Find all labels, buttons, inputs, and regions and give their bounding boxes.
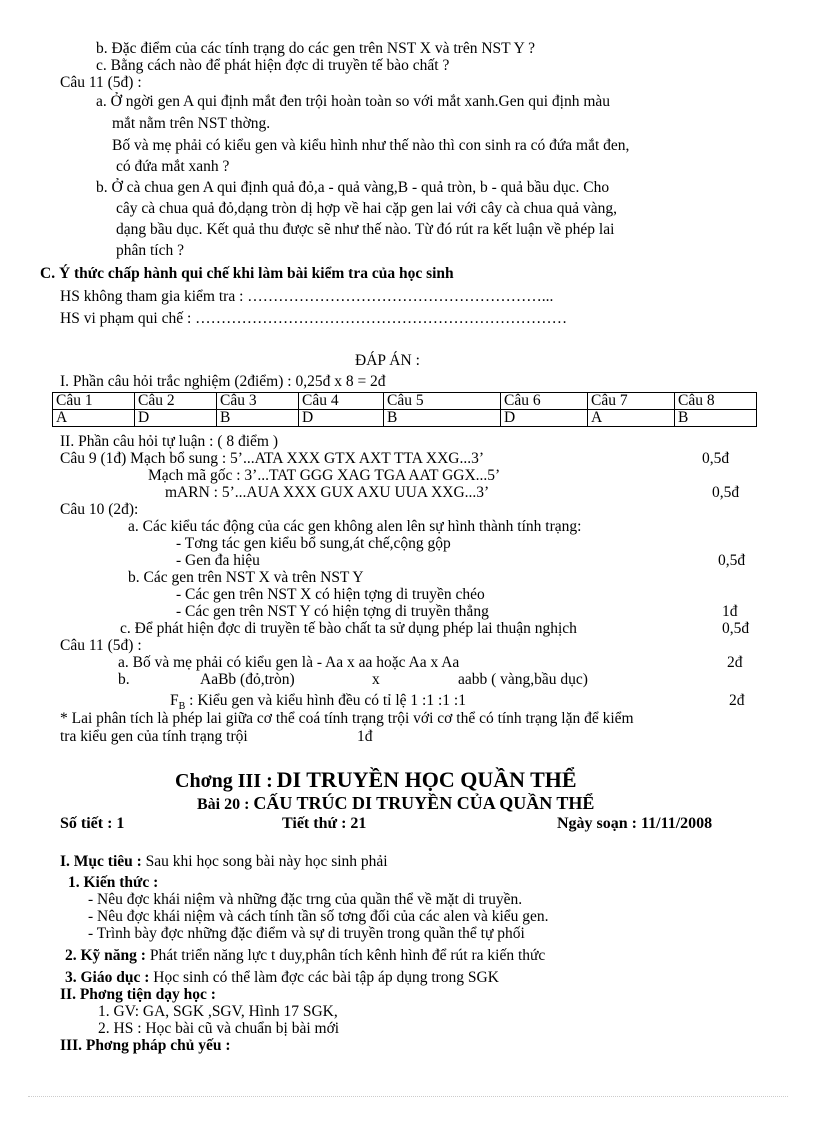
q9-template-strand: Mạch mã gốc : 3’...TAT GGG XAG TGA AAT GGX...5’ xyxy=(148,467,501,484)
table-header-cell: Câu 1 xyxy=(53,393,135,410)
objectives-line xyxy=(60,853,388,870)
table-cell: A xyxy=(588,410,675,427)
table-cell: D xyxy=(299,410,384,427)
note-line-2: tra kiểu gen của tính trạng trội xyxy=(60,728,248,745)
q11-cross-symbol: x xyxy=(372,671,380,688)
q10-answer-b: b. Các gen trên NST X và trên NST Y xyxy=(128,569,364,586)
q10-score-b: 1đ xyxy=(722,603,738,620)
materials-teacher: 1. GV: GA, SGK ,SGV, Hình 17 SGK, xyxy=(98,1003,338,1020)
q11-a-line4: có đứa mắt xanh ? xyxy=(116,158,230,175)
q10-score-a: 0,5đ xyxy=(718,552,746,569)
q10-answer-b1: - Các gen trên NST X có hiện tợng di truyền chéo xyxy=(176,586,485,603)
q11-b-line4: phân tích ? xyxy=(116,242,185,259)
lesson-title: CẤU TRÚC DI TRUYỀN CỦA QUẦN THỂ xyxy=(253,793,595,813)
table-header-cell: Câu 7 xyxy=(588,393,675,410)
skills-text: Phát triển năng lực t duy,phân tích kênh hình để rút ra kiến thức xyxy=(145,947,546,964)
q11-score-a: 2đ xyxy=(727,654,743,671)
table-header-cell: Câu 6 xyxy=(501,393,588,410)
fb-label: F xyxy=(170,692,179,709)
table-header-cell: Câu 5 xyxy=(384,393,501,410)
page-bottom-divider xyxy=(28,1096,788,1097)
knowledge-item-2: - Nêu đợc khái niệm và cách tính tần số tơng đối của các alen và kiểu gen. xyxy=(88,908,549,925)
skills-line xyxy=(65,947,545,964)
q11-title: Câu 11 (5đ) : xyxy=(60,74,142,91)
q11-score-b: 2đ xyxy=(729,692,745,709)
q10-answer-a2: - Gen đa hiệu xyxy=(176,552,260,569)
period-number: Tiết thứ : 21 xyxy=(282,815,367,832)
q11-answer-title: Câu 11 (5đ) : xyxy=(60,637,142,654)
note-line-1: * Lai phân tích là phép lai giữa cơ thể coá tính trạng trội với cơ thể có tính trạng lặn để kiểm xyxy=(60,710,634,727)
period-count: Số tiết : 1 xyxy=(60,815,125,832)
part1-heading: I. Phần câu hỏi trắc nghiệm (2điểm) : 0,25đ x 8 = 2đ xyxy=(60,373,386,390)
answer-key-title: ĐÁP ÁN : xyxy=(355,352,420,369)
table-cell: D xyxy=(501,410,588,427)
q10-answer-a1: - Tơng tác gen kiểu bổ sung,át chế,cộng gộp xyxy=(176,535,451,552)
q10-b-text: b. Đặc điểm của các tính trạng do các gen trên NST X và trên NST Y ? xyxy=(96,40,536,57)
absent-students-line: HS không tham gia kiểm tra : …………………………………………………... xyxy=(60,288,554,305)
knowledge-item-3: - Trình bày đợc những đặc điểm và sự di truyền trong quần thể tự phối xyxy=(88,925,525,942)
education-text: Học sinh có thể làm đợc các bài tập áp dụng trong SGK xyxy=(149,969,499,986)
q9-score-1: 0,5đ xyxy=(702,450,730,467)
q10-answer-title: Câu 10 (2đ): xyxy=(60,501,139,518)
q11-parent-1: AaBb (đỏ,tròn) xyxy=(200,671,295,688)
q11-b-line2: cây cà chua quả đỏ,dạng tròn dị hợp về hai cặp gen lai với cây cà chua quả vàng, xyxy=(116,200,617,217)
q10-score-c: 0,5đ xyxy=(722,620,750,637)
q10-answer-b2: - Các gen trên NST Y có hiện tợng di truyền thẳng xyxy=(176,603,489,620)
q9-mrna: mARN : 5’...AUA XXX GUX AXU UUA XXG...3’ xyxy=(165,484,490,501)
q11-a-line1: a. Ở ngời gen A qui định mắt đen trội hoàn toàn so với mắt xanh.Gen qui định màu xyxy=(96,93,611,110)
chapter-heading xyxy=(175,768,577,795)
section-c-title: C. Ý thức chấp hành qui chế khi làm bài kiểm tra của học sinh xyxy=(40,265,454,282)
objectives-text: Sau khi học song bài này học sinh phải xyxy=(141,853,388,870)
q11-a-line3: Bố và mẹ phải có kiểu gen và kiểu hình như thế nào thì con sinh ra có đứa mắt đen, xyxy=(112,137,630,154)
answer-table-value-row xyxy=(53,410,757,427)
q9-score-2: 0,5đ xyxy=(712,484,740,501)
lesson-heading xyxy=(197,793,594,815)
education-line xyxy=(65,969,499,986)
violation-line: HS vi phạm qui chế : ……………………………………………………………… xyxy=(60,310,568,327)
lesson-label: Bài 20 : xyxy=(197,796,250,813)
answer-table-header-row xyxy=(53,393,757,410)
table-header-cell: Câu 8 xyxy=(675,393,757,410)
note-score: 1đ xyxy=(357,728,373,745)
knowledge-label: 1. Kiến thức : xyxy=(68,874,159,891)
q11-answer-a: a. Bố và mẹ phải có kiểu gen là - Aa x aa hoặc Aa x Aa xyxy=(118,654,460,671)
education-label: 3. Giáo dục : xyxy=(65,969,150,986)
q11-b-line1: b. Ở cà chua gen A qui định quả đỏ,a - quả vàng,B - quả tròn, b - quả bầu dục. Cho xyxy=(96,179,610,196)
chapter-label: Chơng III : xyxy=(175,770,273,792)
knowledge-item-1: - Nêu đợc khái niệm và những đặc trng của quần thể về mặt di truyền. xyxy=(88,891,523,908)
table-header-cell: Câu 2 xyxy=(135,393,217,410)
table-cell: B xyxy=(675,410,757,427)
table-cell: A xyxy=(53,410,135,427)
prepared-date: Ngày soạn : 11/11/2008 xyxy=(557,815,713,832)
q10-c-text: c. Bằng cách nào để phát hiện đợc di truyền tế bào chất ? xyxy=(96,57,450,74)
fb-subscript: B xyxy=(178,701,186,713)
q11-b-line3: dạng bầu dục. Kết quả thu được sẽ như thế nào. Từ đó rút ra kết luận về phép lai xyxy=(116,221,615,238)
fb-text: : Kiểu gen và kiểu hình đều có tỉ lệ 1 :1 :1 :1 xyxy=(185,692,466,709)
answer-table xyxy=(52,392,757,427)
q10-answer-a: a. Các kiểu tác động của các gen không alen lên sự hình thành tính trạng: xyxy=(128,518,582,535)
skills-label: 2. Kỹ năng : xyxy=(65,947,146,964)
part2-heading: II. Phần câu hỏi tự luận : ( 8 điểm ) xyxy=(60,433,279,450)
table-cell: B xyxy=(384,410,501,427)
table-cell: D xyxy=(135,410,217,427)
chapter-title: DI TRUYỀN HỌC QUẦN THỂ xyxy=(276,767,577,792)
q11-answer-b-label: b. xyxy=(118,671,130,688)
q11-a-line2: mắt nằm trên NST thờng. xyxy=(112,115,271,132)
objectives-label: I. Mục tiêu : xyxy=(60,853,142,870)
table-cell: B xyxy=(217,410,299,427)
q11-parent-2: aabb ( vàng,bầu dục) xyxy=(458,671,588,688)
methods-label: III. Phơng pháp chủ yếu : xyxy=(60,1037,231,1054)
table-header-cell: Câu 3 xyxy=(217,393,299,410)
q9-complementary-strand: Câu 9 (1đ) Mạch bổ sung : 5’...ATA XXX GTX AXT TTA XXG...3’ xyxy=(60,450,485,467)
materials-students: 2. HS : Học bài cũ và chuẩn bị bài mới xyxy=(98,1020,340,1037)
table-header-cell: Câu 4 xyxy=(299,393,384,410)
q10-answer-c: c. Để phát hiện đợc di truyền tế bào chất ta sử dụng phép lai thuận nghịch xyxy=(120,620,577,637)
materials-label: II. Phơng tiện dạy học : xyxy=(60,986,216,1003)
